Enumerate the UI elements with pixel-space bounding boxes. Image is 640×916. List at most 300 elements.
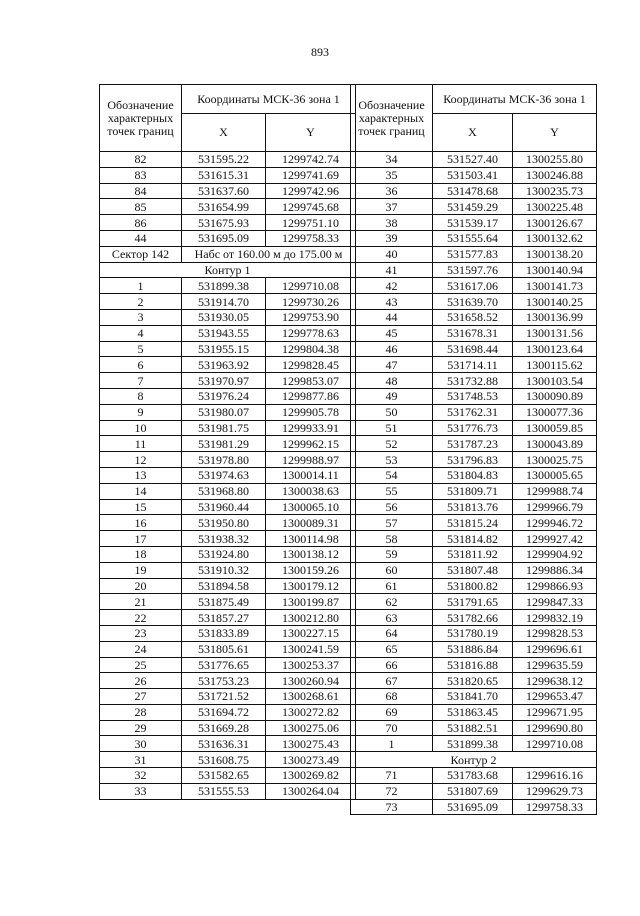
y-value: 1300065.10 xyxy=(266,499,356,515)
point-number: 83 xyxy=(100,167,182,183)
x-value: 531974.63 xyxy=(182,467,266,483)
y-value: 1299730.26 xyxy=(266,294,356,310)
y-value: 1299635.59 xyxy=(513,657,597,673)
table-row xyxy=(100,436,356,452)
point-number: 41 xyxy=(351,262,433,278)
x-value: 531804.83 xyxy=(433,467,513,483)
y-value: 1299988.74 xyxy=(513,483,597,499)
x-value: 531776.65 xyxy=(182,657,266,673)
y-value: 1300059.85 xyxy=(513,420,597,436)
point-number: 62 xyxy=(351,594,433,610)
table-row xyxy=(351,641,597,657)
point-number: 39 xyxy=(351,230,433,246)
table-row xyxy=(100,278,356,294)
point-number: 47 xyxy=(351,357,433,373)
table-row xyxy=(100,167,356,183)
y-value: 1299966.79 xyxy=(513,499,597,515)
x-header: X xyxy=(182,114,266,152)
y-value: 1299962.15 xyxy=(266,436,356,452)
y-value: 1300199.87 xyxy=(266,594,356,610)
x-value: 531555.53 xyxy=(182,783,266,799)
point-number: 44 xyxy=(351,309,433,325)
x-value: 531555.64 xyxy=(433,230,513,246)
y-value: 1300043.89 xyxy=(513,436,597,452)
y-value: 1299710.08 xyxy=(513,736,597,752)
y-value: 1299804.38 xyxy=(266,341,356,357)
y-value: 1300138.12 xyxy=(266,546,356,562)
table-row xyxy=(351,167,597,183)
y-value: 1299832.19 xyxy=(513,610,597,626)
y-value: 1299927.42 xyxy=(513,531,597,547)
x-value: 531924.80 xyxy=(182,546,266,562)
x-value: 531539.17 xyxy=(433,215,513,231)
contour-label: Контур 1 xyxy=(100,262,356,278)
y-value: 1300260.94 xyxy=(266,673,356,689)
point-number: 24 xyxy=(100,641,182,657)
point-number: 58 xyxy=(351,531,433,547)
point-number: 21 xyxy=(100,594,182,610)
table-row xyxy=(100,752,356,768)
point-number: 52 xyxy=(351,436,433,452)
x-value: 531841.70 xyxy=(433,689,513,705)
x-value: 531762.31 xyxy=(433,404,513,420)
x-value: 531899.38 xyxy=(433,736,513,752)
point-number: 68 xyxy=(351,689,433,705)
table-row xyxy=(100,562,356,578)
table-row xyxy=(100,768,356,784)
point-number: 15 xyxy=(100,499,182,515)
point-number: 33 xyxy=(100,783,182,799)
table-row xyxy=(351,388,597,404)
point-number: 69 xyxy=(351,704,433,720)
point-number: 49 xyxy=(351,388,433,404)
y-value: 1299853.07 xyxy=(266,373,356,389)
table-row xyxy=(351,768,597,784)
point-number: 73 xyxy=(351,799,433,815)
table-row xyxy=(351,152,597,168)
y-value: 1299638.12 xyxy=(513,673,597,689)
y-value: 1300114.98 xyxy=(266,531,356,547)
table-row xyxy=(351,467,597,483)
x-value: 531776.73 xyxy=(433,420,513,436)
y-value: 1300141.73 xyxy=(513,278,597,294)
point-number: 29 xyxy=(100,720,182,736)
point-number: 45 xyxy=(351,325,433,341)
x-value: 531503.41 xyxy=(433,167,513,183)
point-number: 85 xyxy=(100,199,182,215)
contour-row xyxy=(100,262,356,278)
table-row xyxy=(100,783,356,799)
point-number: 10 xyxy=(100,420,182,436)
x-value: 531943.55 xyxy=(182,325,266,341)
x-value: 531807.48 xyxy=(433,562,513,578)
point-number: 2 xyxy=(100,294,182,310)
table-row xyxy=(100,325,356,341)
y-value: 1300264.04 xyxy=(266,783,356,799)
point-number: 70 xyxy=(351,720,433,736)
table-row xyxy=(351,499,597,515)
x-value: 531694.72 xyxy=(182,704,266,720)
x-value: 531960.44 xyxy=(182,499,266,515)
x-value: 531894.58 xyxy=(182,578,266,594)
table-row xyxy=(351,578,597,594)
x-value: 531796.83 xyxy=(433,452,513,468)
coordinates-table-left xyxy=(99,84,356,800)
point-number: 35 xyxy=(351,167,433,183)
x-value: 531595.22 xyxy=(182,152,266,168)
x-value: 531478.68 xyxy=(433,183,513,199)
point-number: 26 xyxy=(100,673,182,689)
x-value: 531669.28 xyxy=(182,720,266,736)
y-value: 1300140.25 xyxy=(513,294,597,310)
point-number: 66 xyxy=(351,657,433,673)
table-row xyxy=(351,373,597,389)
x-value: 531637.60 xyxy=(182,183,266,199)
y-value: 1300269.82 xyxy=(266,768,356,784)
y-value: 1300235.73 xyxy=(513,183,597,199)
page-number: 893 xyxy=(311,45,329,59)
y-value: 1299946.72 xyxy=(513,515,597,531)
point-number: 27 xyxy=(100,689,182,705)
x-value: 531658.52 xyxy=(433,309,513,325)
x-value: 531577.83 xyxy=(433,246,513,262)
table-row xyxy=(351,610,597,626)
y-value: 1299904.92 xyxy=(513,546,597,562)
x-value: 531783.68 xyxy=(433,768,513,784)
point-number: 60 xyxy=(351,562,433,578)
point-number: 6 xyxy=(100,357,182,373)
x-value: 531678.31 xyxy=(433,325,513,341)
header-row xyxy=(100,85,356,114)
y-value: 1299629.73 xyxy=(513,783,597,799)
point-number: 86 xyxy=(100,215,182,231)
point-number: 11 xyxy=(100,436,182,452)
x-value: 531782.66 xyxy=(433,610,513,626)
point-number: 1 xyxy=(351,736,433,752)
y-value: 1300253.37 xyxy=(266,657,356,673)
y-value: 1300268.61 xyxy=(266,689,356,705)
y-value: 1299847.33 xyxy=(513,594,597,610)
table-row xyxy=(100,388,356,404)
point-number: 38 xyxy=(351,215,433,231)
x-value: 531970.97 xyxy=(182,373,266,389)
designation-header: Обозначение характерных точек границ xyxy=(351,85,433,152)
table-row xyxy=(351,420,597,436)
x-value: 531882.51 xyxy=(433,720,513,736)
point-number: 48 xyxy=(351,373,433,389)
x-value: 531639.70 xyxy=(433,294,513,310)
point-number: 18 xyxy=(100,546,182,562)
point-number: 23 xyxy=(100,625,182,641)
x-value: 531811.92 xyxy=(433,546,513,562)
y-value: 1300115.62 xyxy=(513,357,597,373)
table-row xyxy=(100,183,356,199)
point-number: 37 xyxy=(351,199,433,215)
table-row xyxy=(351,799,597,815)
y-header: Y xyxy=(513,114,597,152)
table-row xyxy=(351,262,597,278)
x-value: 531695.09 xyxy=(433,799,513,815)
point-number: 72 xyxy=(351,783,433,799)
table-row xyxy=(351,673,597,689)
x-value: 531815.24 xyxy=(433,515,513,531)
y-value: 1300136.99 xyxy=(513,309,597,325)
table-row xyxy=(351,594,597,610)
x-value: 531732.88 xyxy=(433,373,513,389)
y-value: 1300089.31 xyxy=(266,515,356,531)
y-value: 1299778.63 xyxy=(266,325,356,341)
y-value: 1299742.74 xyxy=(266,152,356,168)
point-number: 1 xyxy=(100,278,182,294)
x-value: 531675.93 xyxy=(182,215,266,231)
table-row xyxy=(100,594,356,610)
table-row xyxy=(351,720,597,736)
table-row xyxy=(100,546,356,562)
table-row xyxy=(351,704,597,720)
point-number: 64 xyxy=(351,625,433,641)
x-value: 531980.07 xyxy=(182,404,266,420)
point-number: 63 xyxy=(351,610,433,626)
point-number: 54 xyxy=(351,467,433,483)
x-value: 531753.23 xyxy=(182,673,266,689)
y-value: 1300038.63 xyxy=(266,483,356,499)
point-number: 71 xyxy=(351,768,433,784)
point-number: 4 xyxy=(100,325,182,341)
y-value: 1299696.61 xyxy=(513,641,597,657)
point-number: 7 xyxy=(100,373,182,389)
x-value: 531875.49 xyxy=(182,594,266,610)
sector-note: Набс от 160.00 м до 175.00 м xyxy=(182,246,356,262)
x-value: 531698.44 xyxy=(433,341,513,357)
x-value: 531809.71 xyxy=(433,483,513,499)
y-value: 1299933.91 xyxy=(266,420,356,436)
y-value: 1299905.78 xyxy=(266,404,356,420)
y-value: 1299828.53 xyxy=(513,625,597,641)
x-value: 531816.88 xyxy=(433,657,513,673)
point-number: 40 xyxy=(351,246,433,262)
point-number: 43 xyxy=(351,294,433,310)
point-number: 46 xyxy=(351,341,433,357)
point-number: 34 xyxy=(351,152,433,168)
table-row xyxy=(351,689,597,705)
y-value: 1300212.80 xyxy=(266,610,356,626)
y-value: 1300126.67 xyxy=(513,215,597,231)
y-value: 1300273.49 xyxy=(266,752,356,768)
y-value: 1299866.93 xyxy=(513,578,597,594)
table-row xyxy=(100,689,356,705)
y-value: 1300090.89 xyxy=(513,388,597,404)
point-number: 36 xyxy=(351,183,433,199)
table-row xyxy=(100,657,356,673)
table-row xyxy=(100,499,356,515)
table-row xyxy=(351,531,597,547)
point-number: 28 xyxy=(100,704,182,720)
y-value: 1299741.69 xyxy=(266,167,356,183)
table-row xyxy=(351,562,597,578)
y-value: 1300275.43 xyxy=(266,736,356,752)
x-value: 531748.53 xyxy=(433,388,513,404)
table-row xyxy=(100,373,356,389)
y-value: 1299690.80 xyxy=(513,720,597,736)
point-number: 51 xyxy=(351,420,433,436)
x-value: 531981.75 xyxy=(182,420,266,436)
x-value: 531899.38 xyxy=(182,278,266,294)
x-value: 531857.27 xyxy=(182,610,266,626)
coordinates-header: Координаты МСК-36 зона 1 xyxy=(182,85,356,114)
y-value: 1299758.33 xyxy=(266,230,356,246)
y-value: 1300014.11 xyxy=(266,467,356,483)
point-number: 3 xyxy=(100,309,182,325)
table-row xyxy=(100,641,356,657)
table-row xyxy=(100,483,356,499)
point-number: 14 xyxy=(100,483,182,499)
x-value: 531654.99 xyxy=(182,199,266,215)
x-value: 531805.61 xyxy=(182,641,266,657)
table-row xyxy=(100,341,356,357)
designation-header: Обозначение характерных точек границ xyxy=(100,85,182,152)
table-row xyxy=(351,325,597,341)
y-value: 1299758.33 xyxy=(513,799,597,815)
y-value: 1299751.10 xyxy=(266,215,356,231)
y-value: 1300255.80 xyxy=(513,152,597,168)
y-header: Y xyxy=(266,114,356,152)
point-number: 25 xyxy=(100,657,182,673)
table-row xyxy=(100,199,356,215)
x-value: 531910.32 xyxy=(182,562,266,578)
x-value: 531636.31 xyxy=(182,736,266,752)
table-row xyxy=(100,704,356,720)
y-value: 1300005.65 xyxy=(513,467,597,483)
table-row xyxy=(351,452,597,468)
x-value: 531863.45 xyxy=(433,704,513,720)
point-number: 32 xyxy=(100,768,182,784)
table-row xyxy=(100,152,356,168)
x-value: 531800.82 xyxy=(433,578,513,594)
y-value: 1300103.54 xyxy=(513,373,597,389)
table-row xyxy=(100,578,356,594)
point-number: 5 xyxy=(100,341,182,357)
x-value: 531787.23 xyxy=(433,436,513,452)
y-value: 1300179.12 xyxy=(266,578,356,594)
x-value: 531963.92 xyxy=(182,357,266,373)
x-value: 531615.31 xyxy=(182,167,266,183)
table-row xyxy=(351,183,597,199)
table-row xyxy=(351,309,597,325)
y-value: 1300025.75 xyxy=(513,452,597,468)
point-number: 31 xyxy=(100,752,182,768)
y-value: 1300225.48 xyxy=(513,199,597,215)
point-number: 8 xyxy=(100,388,182,404)
point-number: 57 xyxy=(351,515,433,531)
table-header xyxy=(100,85,356,152)
table-row xyxy=(100,467,356,483)
x-value: 531608.75 xyxy=(182,752,266,768)
point-number: 20 xyxy=(100,578,182,594)
x-value: 531714.11 xyxy=(433,357,513,373)
table-row xyxy=(100,215,356,231)
y-value: 1300131.56 xyxy=(513,325,597,341)
table-header xyxy=(351,85,597,152)
x-value: 531968.80 xyxy=(182,483,266,499)
x-value: 531459.29 xyxy=(433,199,513,215)
coordinates-header: Координаты МСК-36 зона 1 xyxy=(433,85,597,114)
coordinates-table-right xyxy=(350,84,597,815)
table-row xyxy=(100,515,356,531)
table-row xyxy=(100,625,356,641)
table-row xyxy=(351,546,597,562)
header-row xyxy=(351,85,597,114)
table-row xyxy=(100,357,356,373)
table-row xyxy=(100,230,356,246)
y-value: 1300246.88 xyxy=(513,167,597,183)
x-value: 531978.80 xyxy=(182,452,266,468)
point-number: 67 xyxy=(351,673,433,689)
table-row xyxy=(351,783,597,799)
y-value: 1300140.94 xyxy=(513,262,597,278)
x-value: 531617.06 xyxy=(433,278,513,294)
y-value: 1299877.86 xyxy=(266,388,356,404)
x-value: 531813.76 xyxy=(433,499,513,515)
table-row xyxy=(351,246,597,262)
point-number: 61 xyxy=(351,578,433,594)
y-value: 1300123.64 xyxy=(513,341,597,357)
table-row xyxy=(100,736,356,752)
table-row xyxy=(351,278,597,294)
x-value: 531814.82 xyxy=(433,531,513,547)
y-value: 1300138.20 xyxy=(513,246,597,262)
table-row xyxy=(100,294,356,310)
point-number: 12 xyxy=(100,452,182,468)
point-number: 30 xyxy=(100,736,182,752)
x-header: X xyxy=(433,114,513,152)
y-value: 1299710.08 xyxy=(266,278,356,294)
point-number: 84 xyxy=(100,183,182,199)
y-value: 1299753.90 xyxy=(266,309,356,325)
x-value: 531950.80 xyxy=(182,515,266,531)
x-value: 531955.15 xyxy=(182,341,266,357)
table-row xyxy=(351,404,597,420)
sector-label: Сектор 142 xyxy=(100,246,182,262)
table-row xyxy=(351,483,597,499)
y-value: 1300132.62 xyxy=(513,230,597,246)
y-value: 1299745.68 xyxy=(266,199,356,215)
table-row xyxy=(351,341,597,357)
x-value: 531820.65 xyxy=(433,673,513,689)
contour-row xyxy=(351,752,597,768)
table-row xyxy=(100,610,356,626)
y-value: 1300159.26 xyxy=(266,562,356,578)
x-value: 531930.05 xyxy=(182,309,266,325)
y-value: 1300077.36 xyxy=(513,404,597,420)
contour-label: Контур 2 xyxy=(351,752,597,768)
point-number: 9 xyxy=(100,404,182,420)
y-value: 1299828.45 xyxy=(266,357,356,373)
point-number: 53 xyxy=(351,452,433,468)
y-value: 1299671.95 xyxy=(513,704,597,720)
x-value: 531582.65 xyxy=(182,768,266,784)
table-row xyxy=(100,452,356,468)
x-value: 531791.65 xyxy=(433,594,513,610)
x-value: 531833.89 xyxy=(182,625,266,641)
table-row xyxy=(100,720,356,736)
table-row xyxy=(100,531,356,547)
point-number: 82 xyxy=(100,152,182,168)
x-value: 531527.40 xyxy=(433,152,513,168)
table-row xyxy=(351,657,597,673)
table-row xyxy=(351,199,597,215)
y-value: 1300227.15 xyxy=(266,625,356,641)
x-value: 531597.76 xyxy=(433,262,513,278)
